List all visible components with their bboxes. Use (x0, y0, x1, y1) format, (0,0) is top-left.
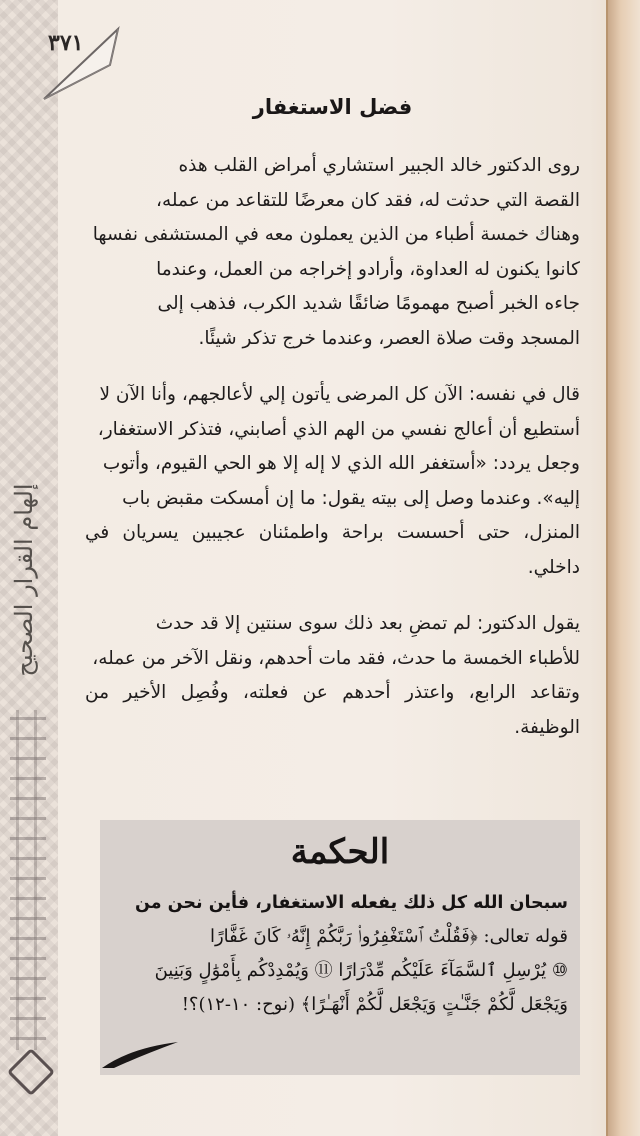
verse-line: وَيَجْعَل لَّكُمْ جَنَّـٰتٍ وَيَجْعَل لَّكُمْ أَنْهَـٰرًا﴾ (نوح: ١٠-١٢)؟! (181, 994, 568, 1015)
text-line: وتقاعد الرابع، واعتذر أحدهم عن فعلته، وفُصِل الأخير من الوظيفة. (85, 682, 580, 738)
text-line: وهناك خمسة أطباء من الذين يعملون معه في المستشفى نفسها (92, 224, 580, 245)
page-number: ٣٧١ (48, 30, 84, 56)
paragraph-1 (85, 149, 580, 356)
text-line: أستطيع أن أعالج نفسي من الهم الذي أصابني، فتذكر الاستغفار، (97, 418, 580, 440)
knot-pattern-ornament (10, 710, 46, 1050)
wisdom-intro-line: سبحان الله كل ذلك يفعله الاستغفار، فأين نحن من (135, 893, 568, 913)
text-line: المنزل، حتى أحسست براحة واطمئنان عجيبين يسريان في داخلي. (85, 522, 580, 578)
wisdom-box (100, 820, 580, 1075)
verse-line: ⑩ يُرْسِلِ ٱلسَّمَآءَ عَلَيْكُم مِّدْرَارًا ⑪ وَيُمْدِدْكُم بِأَمْوَٰلٍ وَبَنِينَ (154, 960, 568, 981)
text-line: روى الدكتور خالد الجبير استشاري أمراض القلب هذه (178, 155, 580, 176)
decorative-side-band (0, 0, 58, 1136)
text-line: كانوا يكنون له العداوة، وأرادو إخراجه من العمل، وعندما (156, 258, 580, 280)
next-page-edge (606, 0, 640, 1136)
text-line: يقول الدكتور: لم تمضِ بعد ذلك سوى سنتين إلا قد حدث (155, 613, 580, 634)
text-line: قال في نفسه: الآن كل المرضى يأتون إلي لأعالجهم، وأنا الآن لا (99, 384, 580, 405)
main-text (85, 95, 580, 767)
wisdom-text (100, 886, 580, 1022)
text-line: المسجد وقت صلاة العصر، وعندما خرج تذكر شيئًا. (198, 327, 580, 349)
text-line: للأطباء الخمسة ما حدث، فقد مات أحدهم، ونقل الآخر من عمله، (92, 647, 580, 669)
text-line: جاءه الخبر أصبح مهمومًا ضائقًا شديد الكرب، فذهب إلى (157, 293, 580, 314)
wisdom-title: الحكمة (290, 832, 390, 872)
book-title: إلهام القرار الصحيح (10, 483, 38, 677)
verse-line: قوله تعالى: ﴿فَقُلْتُ ٱسْتَغْفِرُوا۟ رَبَّكُمْ إِنَّهُۥ كَانَ غَفَّارًا (209, 926, 568, 947)
paragraph-2 (85, 378, 580, 585)
knot-end-ornament (7, 1048, 55, 1096)
text-line: القصة التي حدثت له، فقد كان معرضًا للتقاعد من عمله، (156, 189, 580, 211)
text-line: وجعل يردد: «أستغفر الله الذي لا إله إلا هو الحي القيوم، وأتوب (102, 453, 580, 474)
text-line: إليه». وعندما وصل إلى بيته يقول: ما إن أمسكت مقبض باب (122, 487, 580, 509)
section-title: فضل الاستغفار (252, 95, 413, 119)
paragraph-3 (85, 607, 580, 745)
decorative-swoosh (100, 1040, 180, 1070)
